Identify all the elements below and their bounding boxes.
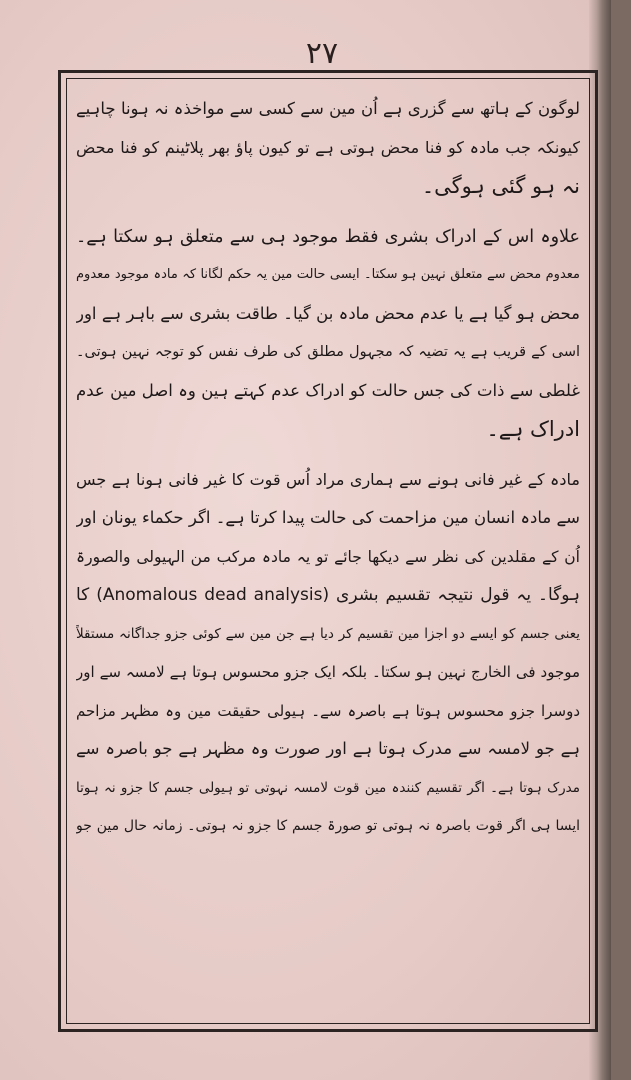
body-text <box>76 90 580 1015</box>
text-line: کیونکہ جب مادہ کو فنا محض ہوتی ہے تو کیون پاؤ بھر پلاٹینم کو فنا محض <box>76 137 580 157</box>
text-line: مدرک ہوتا ہے۔ اگر تقسیم کنندہ مین قوت لامسہ نہوتی تو ہیولی جسم کا جزو نہ ہوتا <box>76 779 580 796</box>
text-line: مادہ کے غیر فانی ہونے سے ہماری مراد اُس قوت کا غیر فانی ہونا ہے جس <box>76 469 580 489</box>
text-line: معدوم محض سے متعلق نہین ہو سکتا۔ ایسی حالت مین یہ حکم لگانا کہ مادہ موجود معدوم <box>76 267 580 282</box>
text-line: علاوہ اس کے ادراک بشری فقط موجود ہی سے متعلق ہو سکتا ہے۔ <box>76 226 580 247</box>
text-line: دوسرا جزو محسوس ہوتا ہے باصرہ سے۔ ہیولی حقیقت مین وہ مظہر مزاحم <box>76 701 580 720</box>
text-line: سے مادہ انسان مین مزاحمت کی حالت پیدا کرتا ہے۔ اگر حکماء یونان اور <box>76 508 580 527</box>
text-line: لوگون کے ہاتھ سے گزری ہے اُن مین سے کسی سے مواخذہ نہ ہونا چاہیے <box>76 99 580 118</box>
text-line: اُن کے مقلدین کی نظر سے دیکھا جائے تو یہ مادہ مرکب من الہیولی والصورۃ <box>76 547 580 566</box>
text-line: ادراک ہے۔ <box>486 417 580 441</box>
page-number: ۲۷ <box>305 36 339 71</box>
text-line: یعنی جسم کو ایسے دو اجزا مین تقسیم کر دیا ہے جن مین سے کوئی جزو جداگانہ مستقلاً <box>76 625 580 642</box>
text-line: ایسا ہی اگر قوت باصرہ نہ ہوتی تو صورۃ جسم کا جزو نہ ہوتی۔ زمانہ حال مین جو <box>76 818 580 834</box>
paragraph-gap <box>76 206 580 218</box>
text-line: نہ ہو گئی ہوگی۔ <box>421 174 580 198</box>
text-line: موجود فی الخارج نہین ہو سکتا۔ بلکہ ایک جزو محسوس ہوتا ہے لامسہ سے اور <box>76 663 580 681</box>
paragraph-gap <box>76 449 580 461</box>
text-line: ہوگا۔ یہ قول نتیجہ تقسیم بشری (Anomalous dead analysis) کا <box>76 585 580 605</box>
text-line: ہے جو لامسہ سے مدرک ہوتا ہے اور صورت وہ مظہر ہے جو باصرہ سے <box>76 739 580 758</box>
text-line: غلطی سے ذات کی جس حالت کو ادراک عدم کہتے ہین وہ اصل مین عدم <box>76 380 580 400</box>
text-line: اسی کے قریب ہے یہ تضیہ کہ مجہول مطلق کی طرف نفس کو توجہ نہین ہوتی۔ <box>76 344 580 360</box>
paragraph-2 <box>76 218 580 449</box>
paragraph-3 <box>76 461 580 846</box>
text-line: محض ہو گیا ہے یا عدم محض مادہ بن گیا۔ طاقت بشری سے باہر ہے اور <box>76 303 580 323</box>
paragraph-1 <box>76 90 580 206</box>
